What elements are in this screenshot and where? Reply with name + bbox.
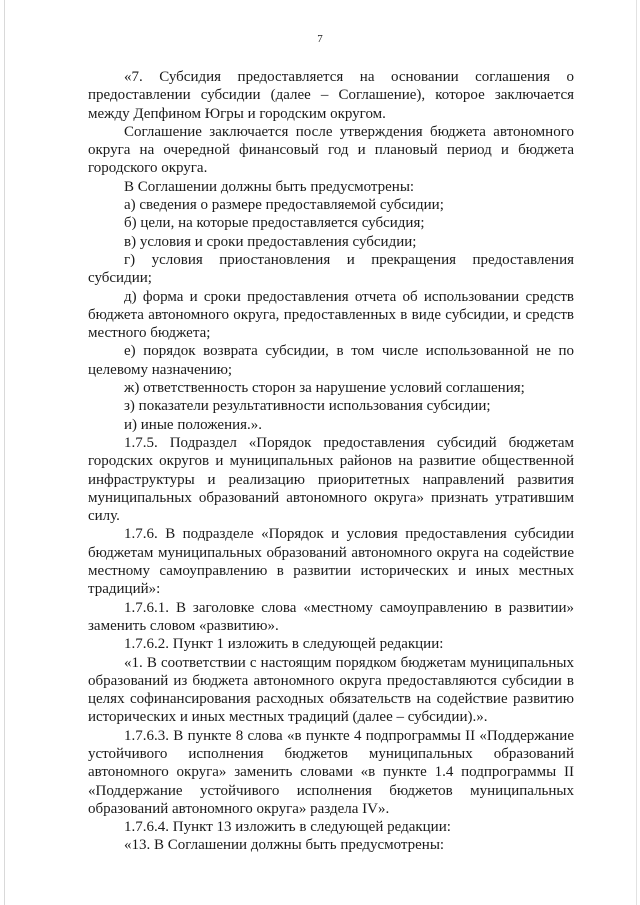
scan-edge-right [636, 0, 637, 905]
list-item: а) сведения о размере предоставляемой субсидии; [124, 197, 444, 214]
paragraph: 1.7.6. В подразделе «Порядок и условия предоставления субсидии бюджетам муниципальных образований автономного округа на содействие местному самоуправлению в развитии исторических и иных местных традиций»: [88, 526, 574, 598]
paragraph: «7. Субсидия предоставляется на основании соглашения о предоставлении субсидии (далее – Соглашение), которое заключается между Депфином Югры и городским округом. [88, 69, 574, 122]
list-item: е) порядок возврата субсидии, в том числе использованной не по целевому назначению; [88, 343, 574, 378]
paragraph: «13. В Соглашении должны быть предусмотрены: [124, 837, 445, 854]
paragraph: 1.7.6.3. В пункте 8 слова «в пункте 4 подпрограммы II «Поддержание устойчивого исполнения бюджетов муниципальных образований автономного округа» заменить словами «в пункте 1.4 подпрограммы II «Поддержание устойчивого исполнения бюджетов муниципальных образований автономного округа» раздела IV». [88, 727, 574, 817]
document-body [88, 68, 574, 855]
list-item: з) показатели результативности использования субсидии; [124, 398, 491, 415]
paragraph: В Соглашении должны быть предусмотрены: [124, 178, 415, 195]
list-item: г) условия приостановления и прекращения предоставления субсидии; [88, 251, 574, 287]
paragraph: «1. В соответствии с настоящим порядком бюджетам муниципальных образований из бюджета автономного округа предоставляются субсидии в целях софинансирования расходных обязательств на содействие развитию исторических и иных местных традиций (далее – субсидии).». [88, 654, 574, 726]
paragraph: Соглашение заключается после утверждения бюджета автономного округа на очередной финансовый год и плановый период и бюджета городского округа. [88, 123, 574, 177]
list-item: б) цели, на которые предоставляется субсидия; [124, 215, 425, 232]
list-item: в) условия и сроки предоставления субсидии; [124, 233, 417, 250]
page-number: 7 [317, 33, 323, 45]
scan-edge-left [4, 0, 5, 905]
paragraph: 1.7.6.4. Пункт 13 изложить в следующей редакции: [124, 819, 451, 836]
paragraph: 1.7.5. Подраздел «Порядок предоставления субсидий бюджетам городских округов и муниципальных районов на развитие общественной инфраструктуры и реализацию приоритетных направлений развития муниципальных образований автономного округа» признать утратившим силу. [88, 434, 574, 525]
list-item: ж) ответственность сторон за нарушение условий соглашения; [124, 380, 525, 397]
paragraph: 1.7.6.1. В заголовке слова «местному самоуправлению в развитии» заменить словом «развитию». [88, 599, 574, 634]
paragraph: 1.7.6.2. Пункт 1 изложить в следующей редакции: [124, 636, 444, 653]
list-item: д) форма и сроки предоставления отчета об использовании средств бюджета автономного округа, предоставленных в виде субсидии, и средств местного бюджета; [88, 288, 574, 342]
list-item: и) иные положения.». [124, 416, 263, 433]
